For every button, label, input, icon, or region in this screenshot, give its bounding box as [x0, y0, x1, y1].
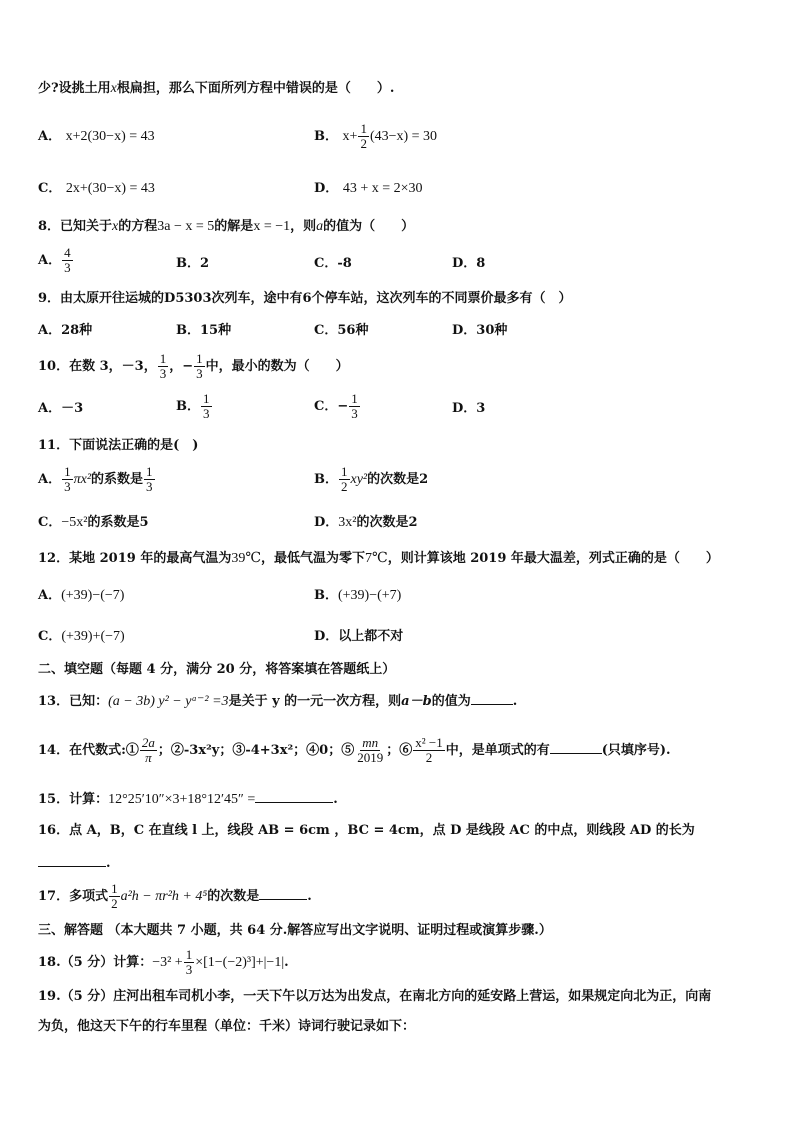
q12-option-c [38, 628, 125, 646]
option-label: C．− [314, 399, 349, 414]
option-label: C． [38, 515, 62, 530]
numerator: 1 [64, 464, 71, 479]
math-expression: (+39)+(−7) [61, 629, 125, 644]
math-expression: x+2(30−x) = 43 [65, 129, 155, 144]
numerator: 1 [196, 351, 203, 366]
q11-option-d [314, 514, 418, 532]
math-expression: −5x² [61, 515, 88, 530]
q12-option-a [38, 587, 124, 605]
numerator: 4 [64, 245, 71, 260]
text: . [307, 889, 312, 904]
option-label: B． [314, 129, 338, 144]
fraction [158, 352, 169, 381]
q9-option-d: D．30种 [452, 323, 508, 338]
answer-blank[interactable] [550, 741, 602, 754]
math-expression: πx² [73, 472, 92, 487]
option-label: B． [176, 399, 200, 414]
q11-option-b [314, 465, 428, 494]
q7-option-d [314, 180, 423, 198]
section-heading-answer: 三、解答题 （本大题共 7 小题，共 64 分.解答应写出文字说明、证明过程或演算步骤.） [38, 923, 552, 938]
text: 的方程 [118, 219, 158, 234]
text: ，则计算该地 2019 年最大温差，列式正确的是（ ） [387, 551, 719, 566]
fraction [194, 352, 205, 381]
text: 中，是单项式的有 [445, 743, 550, 758]
text: 8．已知关于 [38, 219, 113, 234]
math-expression: ×[1−(−2)³]+|−1| [195, 955, 285, 970]
denominator: π [145, 750, 152, 765]
q12-option-d: D．以上都不对 [314, 629, 404, 644]
text: 13．已知： [38, 694, 109, 709]
question-16-stem: 16．点 A，B，C 在直线 l 上，线段 AB = 6cm ，BC = 4cm，点 D 是线段 AC 的中点，则线段 AD 的长为 [38, 823, 695, 838]
option-label: C． [38, 629, 62, 644]
q10-option-b [176, 392, 213, 421]
question-9-stem: 9．由太原开往运城的D5303次列车，途中有6个停车站，这次列车的不同票价最多有（ ） [38, 291, 572, 306]
text: 的次数是 [207, 889, 260, 904]
numerator: mn [362, 735, 379, 750]
question-10-stem [38, 352, 349, 381]
text: ；⑥ [386, 743, 413, 758]
fraction [109, 882, 120, 911]
denominator: 3 [185, 962, 193, 977]
math-expression: 2x+(30−x) = 43 [65, 181, 155, 196]
question-19-line-2: 为负，他这天下午的行车里程（单位：千米）诗词行驶记录如下： [38, 1019, 416, 1034]
question-8-stem [38, 218, 414, 236]
denominator: 3 [196, 366, 203, 381]
q9-option-b: B．15种 [176, 323, 232, 338]
text: 14．在代数式:① [38, 743, 139, 758]
fraction [355, 736, 385, 765]
option-label: A． [38, 588, 62, 603]
denominator: 2 [341, 479, 348, 494]
numerator: 1 [203, 391, 210, 406]
math-expression: x+ [342, 129, 358, 144]
question-12-stem [38, 550, 719, 568]
text: 的值为 [431, 694, 471, 709]
fraction [144, 465, 155, 494]
q10-option-c [314, 392, 361, 421]
question-11-stem: 11．下面说法正确的是( ) [38, 438, 199, 453]
fraction [184, 948, 195, 977]
answer-blank[interactable] [255, 790, 333, 803]
text: . [512, 694, 518, 709]
text: 15．计算： [38, 792, 109, 807]
fraction [358, 122, 369, 151]
var-x: x [112, 219, 119, 234]
text: 中，最小的数为（ ） [205, 359, 349, 374]
question-19-line-1: 19.（5 分）庄河出租车司机小李，一天下午以万达为出发点，在南北方向的延安路上营运，如果规定向北为正，向南 [38, 989, 712, 1004]
text: ，最低气温为零下 [261, 551, 366, 566]
text: (只填序号). [601, 743, 671, 758]
q7-option-c [38, 180, 155, 198]
question-15-stem [38, 790, 338, 809]
text: 18.（5 分）计算： [38, 955, 153, 970]
q9-option-c: C．56种 [314, 323, 369, 338]
temperature-high: 39℃ [231, 551, 261, 566]
denominator: 2019 [357, 750, 384, 765]
math-expression: (+39)−(−7) [61, 588, 125, 603]
numerator: 1 [341, 464, 348, 479]
math-expression: −3² + [152, 955, 183, 970]
text: . [333, 792, 338, 807]
q8-option-a [38, 246, 74, 275]
text: 12．某地 2019 年的最高气温为 [38, 551, 232, 566]
question-18-stem [38, 948, 289, 977]
text: 根扁担，那么下面所列方程中错误的是（ ）. [116, 81, 395, 96]
math-expression: 12°25′10″×3+18°12′45″ = [108, 792, 256, 807]
q8-option-c: C．-8 [314, 256, 352, 271]
text: 的次数是2 [356, 515, 418, 530]
math-expression: a－b [401, 694, 432, 709]
q11-option-c [38, 514, 149, 532]
numerator: x² −1 [415, 735, 443, 750]
answer-blank[interactable] [259, 887, 307, 900]
text: 的系数是5 [87, 515, 149, 530]
math-expression: (43−x) = 30 [369, 129, 438, 144]
question-17-stem [38, 882, 312, 911]
numerator: 2a [141, 735, 155, 750]
text: 的系数是 [91, 472, 144, 487]
numerator: 1 [185, 947, 193, 962]
q12-option-b [314, 587, 401, 605]
option-label: D． [314, 515, 339, 530]
option-label: A． [38, 253, 62, 268]
option-label: C． [38, 181, 62, 196]
denominator: 2 [425, 750, 433, 765]
text: ，则 [290, 219, 317, 234]
math-expression: a²h − πr²h + 4⁵ [120, 889, 208, 904]
solution: x = −1 [253, 219, 291, 234]
option-label: B． [314, 588, 338, 603]
option-label: D． [314, 181, 339, 196]
text: ，− [169, 359, 194, 374]
denominator: 3 [159, 366, 167, 381]
q7-option-b [314, 122, 437, 151]
text: 是关于 y 的一元一次方程，则 [228, 694, 402, 709]
var-x: x [110, 81, 117, 96]
denominator: 2 [360, 136, 367, 151]
numerator: 1 [159, 351, 167, 366]
denominator: 3 [64, 260, 71, 275]
fraction [201, 392, 212, 421]
text: 的解是 [214, 219, 254, 234]
equation: 3a − x = 5 [157, 219, 215, 234]
numerator: 1 [351, 391, 358, 406]
question-7-stem [38, 80, 394, 98]
answer-blank[interactable] [38, 854, 106, 867]
denominator: 3 [203, 406, 210, 421]
fraction [140, 736, 157, 765]
text: ；②-3x²y；③-4+3x²；④0；⑤ [157, 743, 355, 758]
denominator: 3 [351, 406, 358, 421]
math-expression: 43 + x = 2×30 [342, 181, 423, 196]
fraction [62, 465, 73, 494]
text: 少?设挑土用 [38, 81, 111, 96]
q11-option-a [38, 465, 156, 494]
q10-option-d: D．3 [452, 401, 486, 416]
text: 的值为（ ） [323, 219, 415, 234]
answer-blank[interactable] [471, 692, 513, 705]
numerator: 1 [360, 121, 367, 136]
numerator: 1 [146, 464, 153, 479]
text: 10．在数 3，－3， [38, 359, 157, 374]
fraction [62, 246, 73, 275]
section-heading-fill-in: 二、填空题（每题 4 分，满分 20 分，将答案填在答题纸上） [38, 662, 396, 677]
q8-option-b: B．2 [176, 256, 210, 271]
question-13-stem [38, 692, 517, 711]
option-label: A． [38, 129, 62, 144]
text: 17．多项式 [38, 889, 109, 904]
fraction [339, 465, 350, 494]
text: 的次数是2 [367, 472, 429, 487]
denominator: 2 [111, 896, 118, 911]
var-a: a [316, 219, 324, 234]
q7-option-a [38, 128, 155, 146]
denominator: 3 [146, 479, 153, 494]
math-expression: (a − 3b) y² − yᵃ⁻² =3 [108, 694, 229, 709]
option-label: B． [314, 472, 338, 487]
fraction [413, 736, 444, 765]
math-expression: xy² [350, 472, 368, 487]
q8-option-d: D．8 [452, 256, 486, 271]
temperature-low: 7℃ [365, 551, 388, 566]
denominator: 3 [64, 479, 71, 494]
numerator: 1 [111, 881, 118, 896]
q16-answer-line [38, 854, 111, 873]
math-expression: (+39)−(+7) [338, 588, 402, 603]
math-expression: 3x² [338, 515, 357, 530]
q10-option-a: A．－3 [38, 401, 84, 416]
text: . [284, 955, 289, 970]
question-14-stem [38, 736, 671, 765]
fraction [349, 392, 360, 421]
q9-option-a: A．28种 [38, 323, 93, 338]
text: . [106, 856, 111, 871]
option-label: A． [38, 472, 62, 487]
